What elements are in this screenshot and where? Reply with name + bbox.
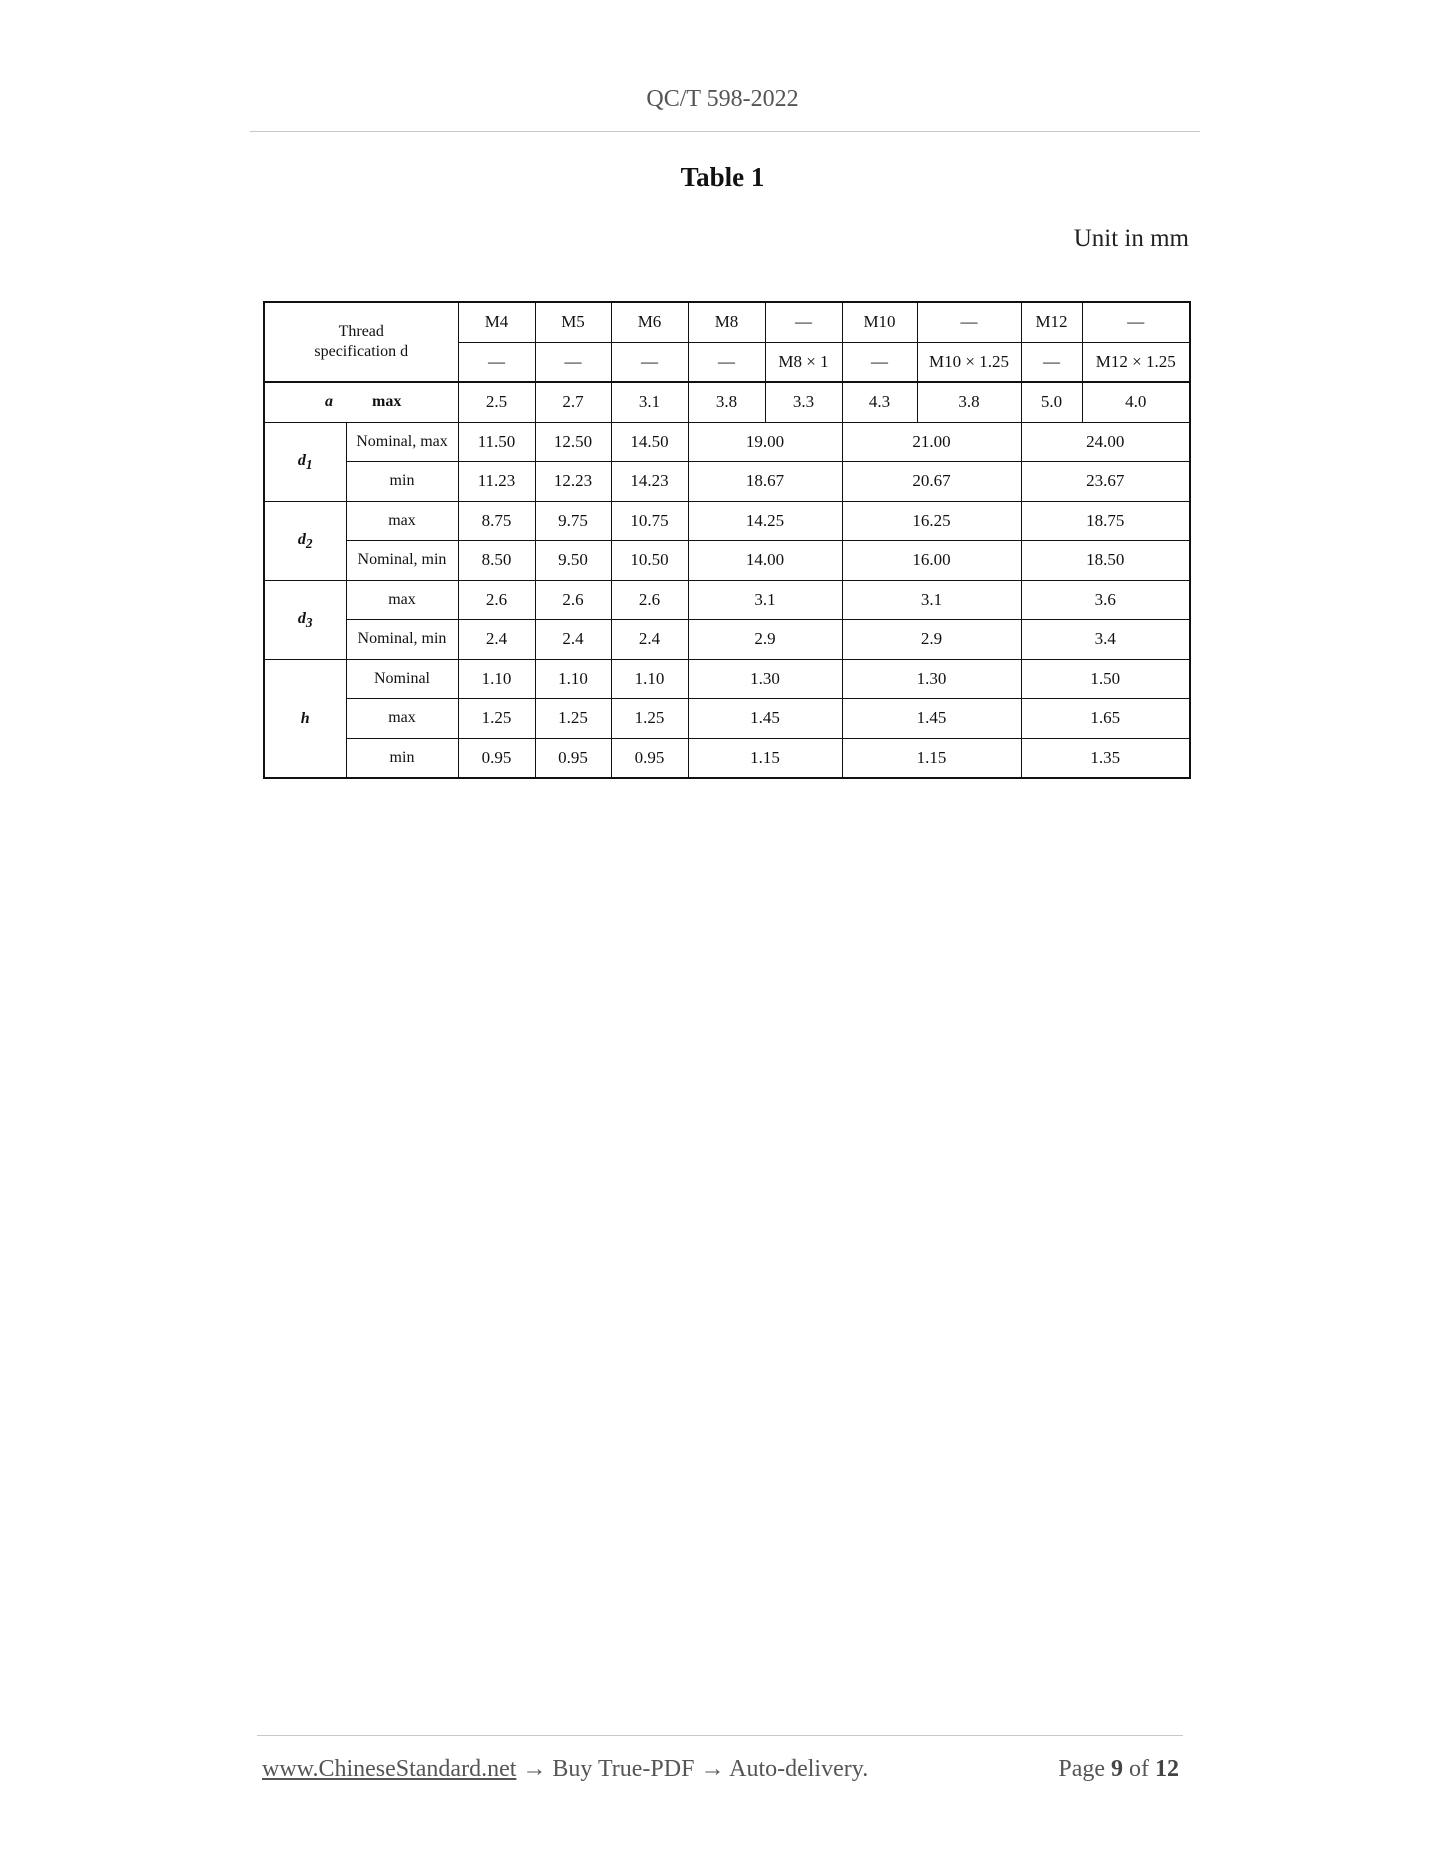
value-cell: 1.25 xyxy=(611,699,688,739)
thread-fine-cell: — xyxy=(611,342,688,382)
h-row xyxy=(264,738,1190,778)
d1-row xyxy=(264,422,1190,462)
thread-coarse-cell: M12 xyxy=(1021,302,1082,342)
d1-symbol: $d_1$ xyxy=(297,451,313,473)
value-cell: 3.3 xyxy=(765,382,842,422)
table-title: Table 1 xyxy=(680,162,765,192)
thread-coarse-cell: M4 xyxy=(458,302,535,342)
thread-coarse-cell: M10 xyxy=(842,302,917,342)
footer-promo xyxy=(262,1756,868,1783)
value-cell: 14.00 xyxy=(688,541,842,581)
unit-note: Unit in mm xyxy=(1073,225,1189,252)
value-cell: 18.67 xyxy=(688,462,842,502)
thread-label-line2: specification d xyxy=(314,343,409,360)
value-cell: 16.00 xyxy=(842,541,1021,581)
footer-divider xyxy=(257,1735,1183,1736)
value-cell: 2.4 xyxy=(458,620,535,660)
site-link[interactable]: www.ChineseStandard.net xyxy=(262,1756,517,1782)
thread-fine-cell: — xyxy=(1021,342,1082,382)
value-cell: 14.25 xyxy=(688,501,842,541)
d2-symbol: $d_2$ xyxy=(297,530,313,552)
thread-fine-cell: — xyxy=(688,342,765,382)
value-cell: 2.7 xyxy=(535,382,611,422)
value-cell: 3.1 xyxy=(842,580,1021,620)
thread-coarse-cell: — xyxy=(765,302,842,342)
value-cell: 0.95 xyxy=(611,738,688,778)
value-cell: 1.45 xyxy=(688,699,842,739)
value-cell: 2.6 xyxy=(535,580,611,620)
value-cell: 1.30 xyxy=(842,659,1021,699)
value-cell: 1.15 xyxy=(842,738,1021,778)
value-cell: 2.4 xyxy=(611,620,688,660)
page-of: of xyxy=(1129,1756,1149,1782)
value-cell: 18.75 xyxy=(1021,501,1190,541)
row-label: Nominal, max xyxy=(346,422,458,462)
value-cell: 2.6 xyxy=(458,580,535,620)
thread-fine-cell: — xyxy=(458,342,535,382)
value-cell: 24.00 xyxy=(1021,422,1190,462)
value-cell: 1.10 xyxy=(535,659,611,699)
document-code-header: QC/T 598-2022 xyxy=(646,86,799,112)
thread-spec-table xyxy=(263,301,1191,779)
value-cell: 1.35 xyxy=(1021,738,1190,778)
row-label: max xyxy=(346,580,458,620)
value-cell: 8.75 xyxy=(458,501,535,541)
value-cell: 1.25 xyxy=(458,699,535,739)
value-cell: 2.9 xyxy=(688,620,842,660)
a-max-header xyxy=(264,382,458,422)
page-current: 9 xyxy=(1111,1756,1123,1782)
value-cell: 19.00 xyxy=(688,422,842,462)
value-cell: 10.50 xyxy=(611,541,688,581)
value-cell: 3.6 xyxy=(1021,580,1190,620)
d2-symbol-cell xyxy=(264,501,346,580)
row-label: max xyxy=(346,699,458,739)
value-cell: 2.6 xyxy=(611,580,688,620)
value-cell: 2.5 xyxy=(458,382,535,422)
row-label: min xyxy=(346,462,458,502)
a-max-row xyxy=(264,382,1190,422)
h-row xyxy=(264,699,1190,739)
value-cell: 12.50 xyxy=(535,422,611,462)
d2-row xyxy=(264,501,1190,541)
row-label: Nominal, min xyxy=(346,620,458,660)
value-cell: 20.67 xyxy=(842,462,1021,502)
value-cell: 12.23 xyxy=(535,462,611,502)
value-cell: 4.3 xyxy=(842,382,917,422)
thread-fine-cell: M10 × 1.25 xyxy=(917,342,1021,382)
thread-fine-cell: M8 × 1 xyxy=(765,342,842,382)
promo-text: → Buy True-PDF → Auto-delivery. xyxy=(516,1756,869,1782)
value-cell: 10.75 xyxy=(611,501,688,541)
value-cell: 1.65 xyxy=(1021,699,1190,739)
row-label: Nominal xyxy=(346,659,458,699)
value-cell: 21.00 xyxy=(842,422,1021,462)
page-total: 12 xyxy=(1155,1756,1179,1782)
row-label: Nominal, min xyxy=(346,541,458,581)
value-cell: 5.0 xyxy=(1021,382,1082,422)
thread-fine-cell: — xyxy=(842,342,917,382)
value-cell: 0.95 xyxy=(458,738,535,778)
value-cell: 14.50 xyxy=(611,422,688,462)
value-cell: 11.50 xyxy=(458,422,535,462)
d2-row xyxy=(264,541,1190,581)
h-symbol-cell xyxy=(264,659,346,778)
d3-row xyxy=(264,620,1190,660)
row-label: max xyxy=(346,501,458,541)
page-word: Page xyxy=(1058,1756,1105,1782)
value-cell: 18.50 xyxy=(1021,541,1190,581)
h-row xyxy=(264,659,1190,699)
value-cell: 23.67 xyxy=(1021,462,1190,502)
value-cell: 4.0 xyxy=(1082,382,1190,422)
value-cell: 1.10 xyxy=(458,659,535,699)
d3-symbol-cell xyxy=(264,580,346,659)
thread-spec-header xyxy=(264,302,458,382)
value-cell: 1.45 xyxy=(842,699,1021,739)
value-cell: 1.30 xyxy=(688,659,842,699)
thread-coarse-cell: M6 xyxy=(611,302,688,342)
thread-label-line1: Thread xyxy=(338,323,384,340)
header-divider xyxy=(250,131,1200,132)
a-symbol: a xyxy=(325,393,333,411)
value-cell: 8.50 xyxy=(458,541,535,581)
value-cell: 3.8 xyxy=(917,382,1021,422)
value-cell: 9.50 xyxy=(535,541,611,581)
value-cell: 3.4 xyxy=(1021,620,1190,660)
value-cell: 9.75 xyxy=(535,501,611,541)
d1-row xyxy=(264,462,1190,502)
thread-fine-cell: — xyxy=(535,342,611,382)
value-cell: 3.1 xyxy=(611,382,688,422)
d3-symbol: $d_3$ xyxy=(297,609,313,631)
page-indicator xyxy=(1058,1756,1179,1783)
row-label: min xyxy=(346,738,458,778)
thread-fine-cell: M12 × 1.25 xyxy=(1082,342,1190,382)
thread-coarse-cell: M5 xyxy=(535,302,611,342)
value-cell: 1.10 xyxy=(611,659,688,699)
thread-coarse-cell: — xyxy=(1082,302,1190,342)
d3-row xyxy=(264,580,1190,620)
value-cell: 3.1 xyxy=(688,580,842,620)
value-cell: 16.25 xyxy=(842,501,1021,541)
value-cell: 1.50 xyxy=(1021,659,1190,699)
thread-coarse-cell: M8 xyxy=(688,302,765,342)
value-cell: 1.15 xyxy=(688,738,842,778)
value-cell: 1.25 xyxy=(535,699,611,739)
value-cell: 2.9 xyxy=(842,620,1021,660)
a-label: max xyxy=(372,393,402,411)
value-cell: 0.95 xyxy=(535,738,611,778)
value-cell: 2.4 xyxy=(535,620,611,660)
thread-coarse-row xyxy=(264,302,1190,342)
d1-symbol-cell xyxy=(264,422,346,501)
thread-coarse-cell: — xyxy=(917,302,1021,342)
value-cell: 3.8 xyxy=(688,382,765,422)
value-cell: 11.23 xyxy=(458,462,535,502)
h-symbol: h xyxy=(300,710,310,728)
value-cell: 14.23 xyxy=(611,462,688,502)
